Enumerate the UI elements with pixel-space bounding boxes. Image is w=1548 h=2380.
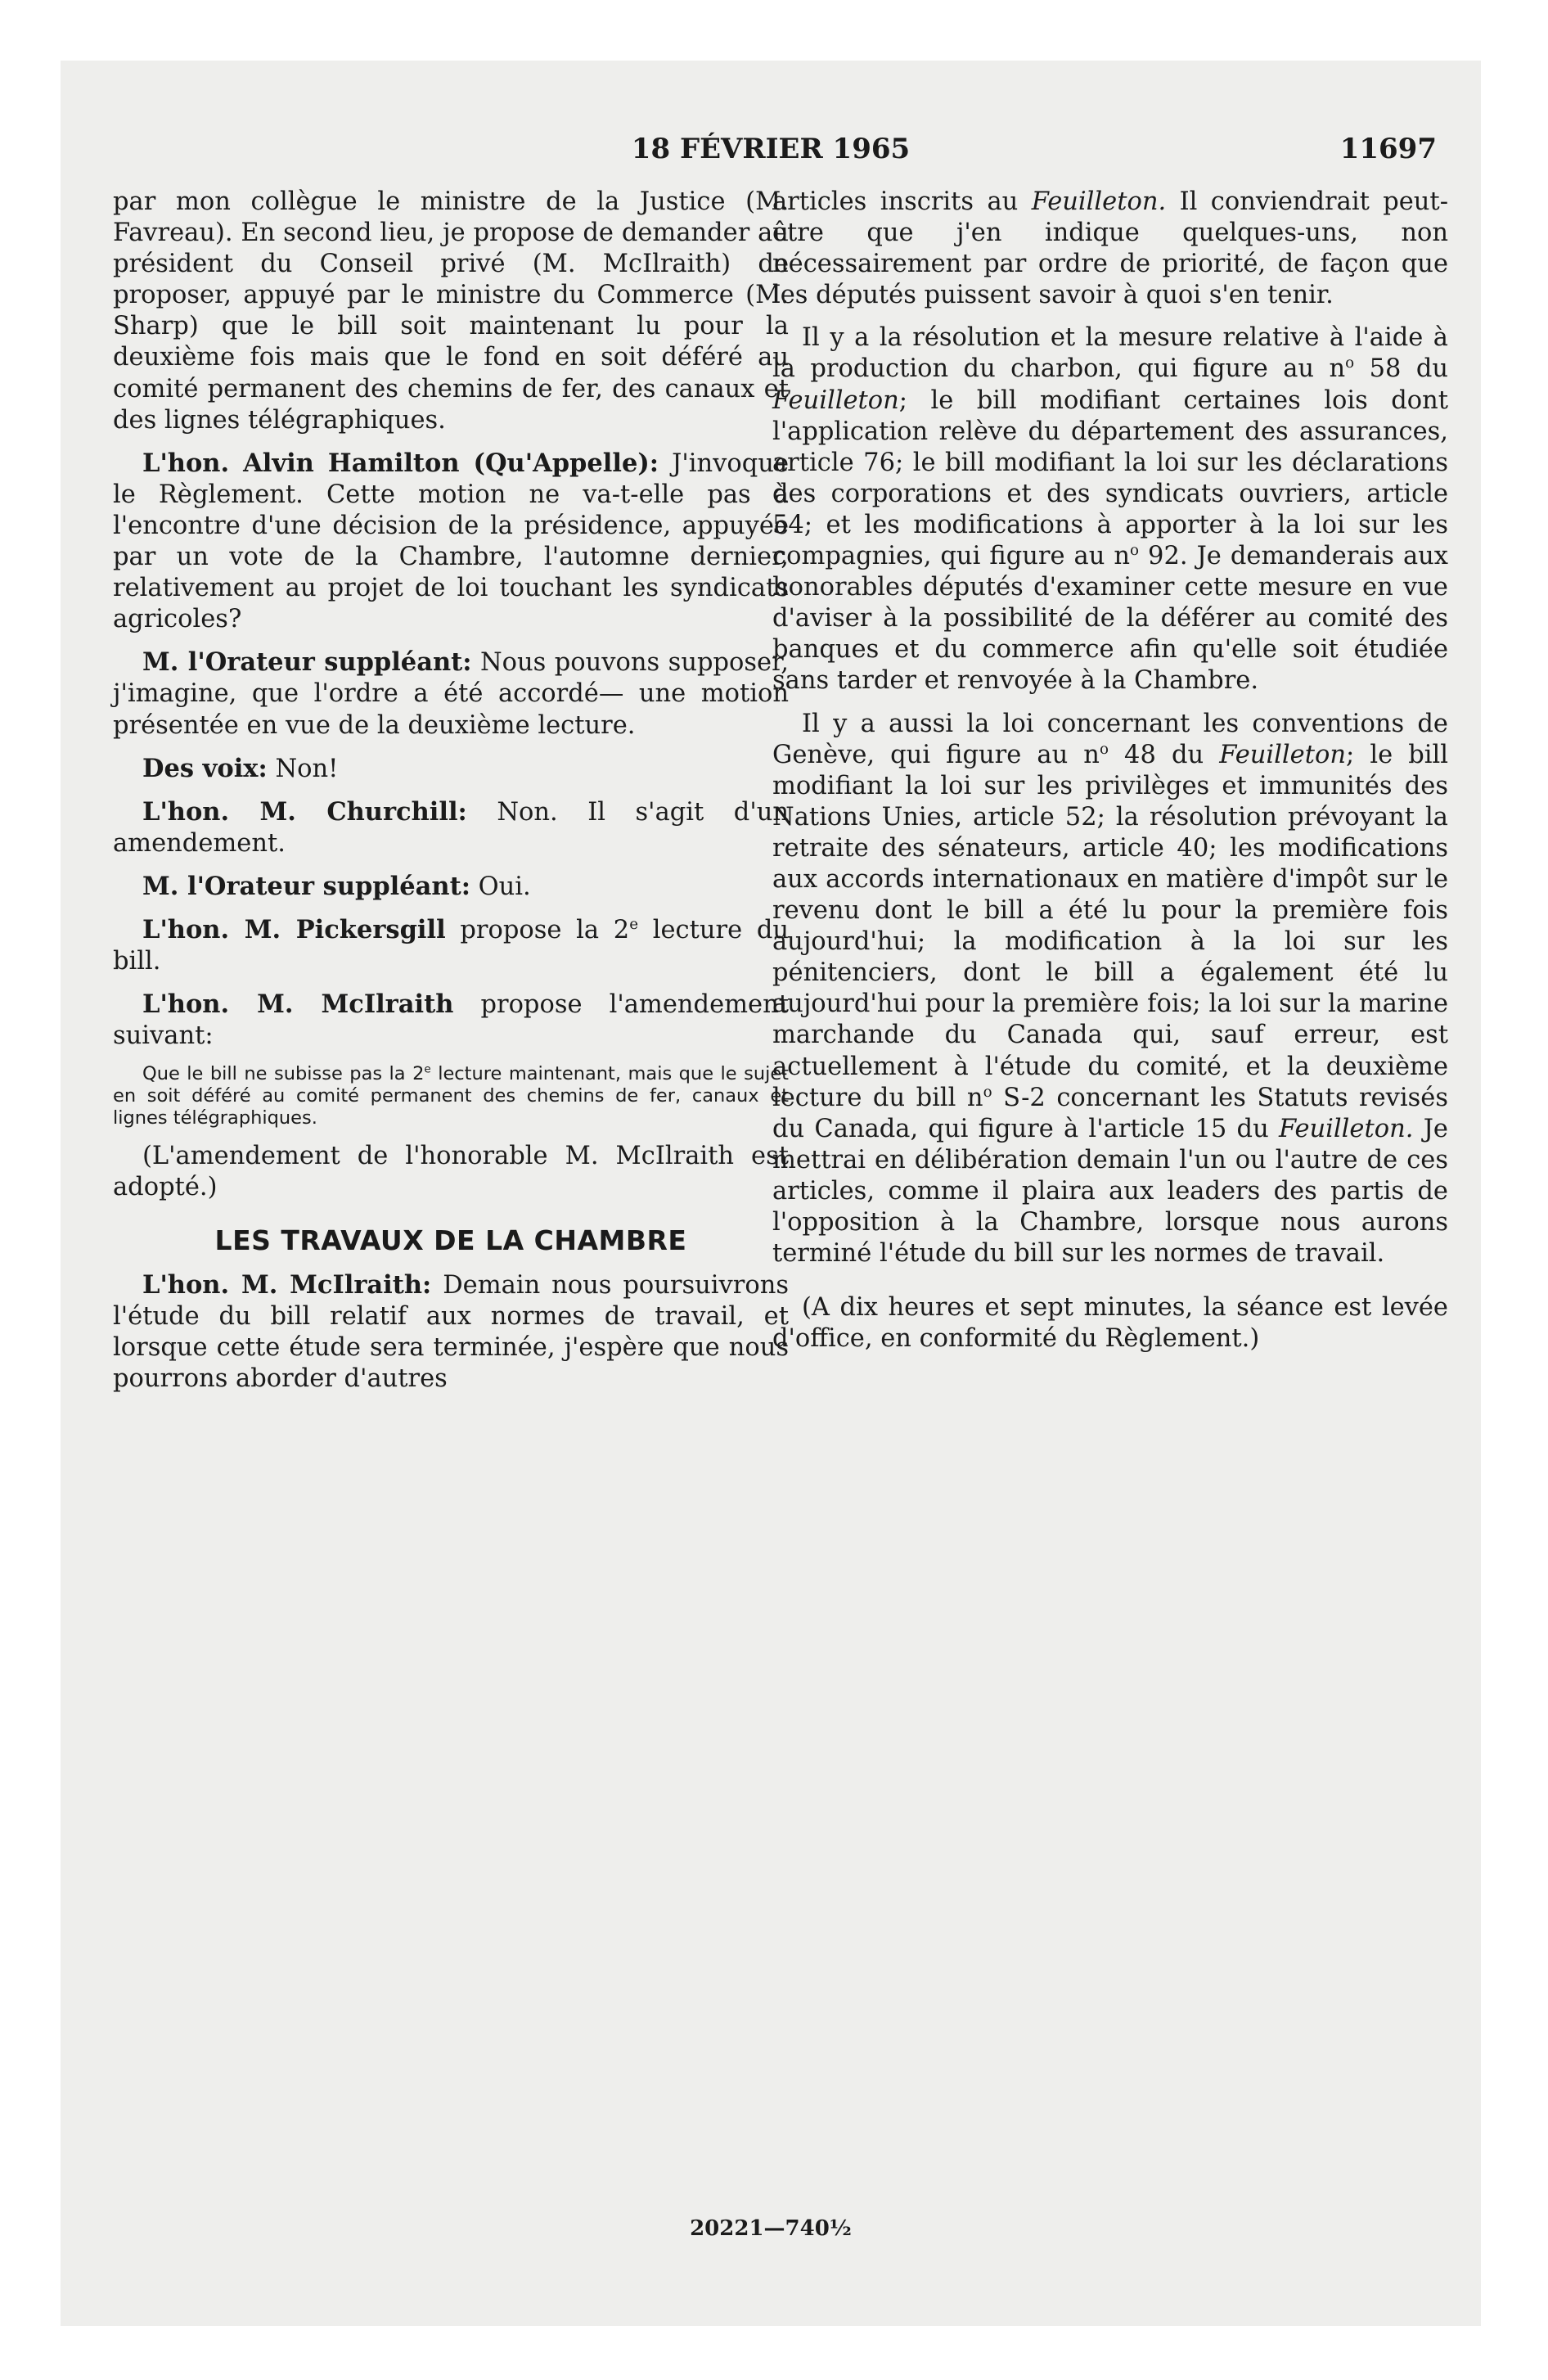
page-header (61, 133, 1481, 174)
text-run: Il y a aussi la loi concernant les conventions de Genève, qui figure au n (772, 709, 1448, 769)
speaker-paragraph (113, 1269, 789, 1395)
hansard-page (61, 61, 1481, 2326)
text-run: ; le bill modifiant la loi sur les privilèges et immunités des Nations Unies, article 52; la résolution prévoyant la retraite des sénateurs, article 40; les modifications aux accords internationaux en matière d'impôt sur le revenu dont le bill a été lu pour la première fois aujourd'hui; la modification à la loi sur les pénitenciers, dont le bill a également été lu aujourd'hui pour la première fois; la loi sur la marine marchande du Canada qui, sauf erreur, est actuellement à l'étude du comité, et la deuxième lecture du bill n (772, 740, 1448, 1112)
speech-text: J'invoque le Règlement. Cette motion ne va-t-elle pas à l'encontre d'une décision de la présidence, appuyée par un vote de la Chambre, l'automne dernier, relativement au projet de loi touchant les syndicats agricoles? (113, 449, 789, 634)
superscript: o (983, 1083, 992, 1101)
page-number: 11697 (1339, 133, 1437, 165)
speaker-name: L'hon. M. Pickersgill (142, 914, 446, 944)
speaker-name: L'hon. M. Churchill: (142, 796, 467, 827)
text-run: S-2 concernant les Statuts revisés du Canada, qui figure à l'article 15 du (772, 1083, 1448, 1143)
superscript: o (1130, 541, 1140, 559)
superscript: o (1099, 740, 1109, 758)
speech-text: propose la 2 (445, 915, 630, 944)
paragraph (772, 322, 1448, 696)
speaker-paragraph (113, 753, 789, 785)
speaker-name: M. l'Orateur suppléant: (142, 871, 470, 901)
speaker-paragraph (113, 914, 789, 977)
speech-text: Non. Il s'agit d'un amendement. (113, 797, 789, 858)
speech-text: Non! (267, 754, 339, 783)
header-date: 18 FÉVRIER 1965 (631, 133, 911, 165)
paragraph: (L'amendement de l'honorable M. McIlraith est adopté.) (113, 1142, 789, 1202)
speaker-name: L'hon. M. McIlraith: (142, 1269, 432, 1300)
speaker-name: Des voix: (142, 753, 268, 783)
superscript: o (1345, 354, 1355, 372)
speaker-paragraph (113, 448, 789, 636)
text-run: articles inscrits au (772, 187, 1032, 216)
speech-text: Oui. (470, 872, 531, 901)
speech-text: propose l'amendement suivant: (113, 990, 789, 1051)
speaker-paragraph (113, 871, 789, 903)
speaker-name: L'hon. Alvin Hamilton (Qu'Appelle): (142, 448, 659, 478)
quote-text: lecture maintenant, mais que le sujet en soit déféré au comité permanent des chemins de fer, canaux et lignes télégraphiques. (113, 1063, 790, 1129)
paragraph: par mon collègue le ministre de la Justice (M. Favreau). En second lieu, je propose de demander au président du Conseil privé (M. McIlraith) de proposer, appuyé par le ministre du Commerce (M. Sharp) que le bill soit maintenant lu pour la deuxième fois mais que le fond en soit déféré au comité permanent des chemins de fer, des canaux et des lignes télégraphiques. (113, 187, 789, 435)
paragraph (772, 709, 1448, 1270)
speaker-paragraph (113, 647, 789, 741)
speaker-name: M. l'Orateur suppléant: (142, 647, 472, 678)
italic-text: Feuilleton (1219, 740, 1346, 769)
text-run: 48 du (1108, 740, 1220, 769)
speech-text: Nous pouvons supposer, j'imagine, que l'ordre a été accordé— une motion présentée en vue de la deuxième lecture. (113, 648, 789, 740)
italic-text: Feuilleton. (1278, 1114, 1414, 1143)
text-run: Je mettrai en délibération demain l'un ou l'autre de ces articles, comme il plaira aux leaders des partis de l'opposition à la Chambre, lorsque nous aurons terminé l'étude du bill sur les normes de travail. (772, 1114, 1448, 1269)
amendment-quote (113, 1063, 789, 1129)
paragraph: (A dix heures et sept minutes, la séance est levée d'office, en conformité du Règlement.) (772, 1293, 1448, 1354)
paragraph (772, 187, 1448, 311)
superscript: e (424, 1062, 431, 1076)
text-run: ; le bill modifiant certaines lois dont l'application relève du département des assurances, article 76; le bill modifiant la loi sur les déclarations des corporations et des syndicats ouvriers, article 54; et les modifications à apporter à la loi sur les compagnies, qui figure au n (772, 385, 1448, 571)
italic-text: Feuilleton. (1031, 187, 1167, 216)
section-title: LES TRAVAUX DE LA CHAMBRE (214, 1224, 687, 1256)
speech-text: lecture du bill. (113, 915, 789, 976)
text-run: Il conviendrait peut-être que j'en indique quelques-uns, non nécessairement par ordre de priorité, de façon que les députés puissent savoir à quoi s'en tenir. (772, 187, 1448, 310)
speaker-name: L'hon. M. McIlraith (142, 989, 454, 1020)
speaker-paragraph (113, 796, 789, 859)
text-run: Il y a la résolution et la mesure relative à l'aide à la production du charbon, qui figure au n (772, 323, 1448, 384)
text-run: 92. Je demanderais aux honorables députés d'examiner cette mesure en vue d'aviser à la possibilité de la déférer au comité des banques et du commerce afin qu'elle soit étudiée sans tarder et renvoyée à la Chambre. (772, 542, 1448, 696)
quote-text: Que le bill ne subisse pas la 2 (142, 1063, 425, 1085)
superscript: e (629, 915, 639, 933)
speech-text: Demain nous poursuivrons l'étude du bill relatif aux normes de travail, et lorsque cette étude sera terminée, j'espère que nous pourrons aborder d'autres (113, 1270, 789, 1393)
left-column (113, 187, 789, 1406)
text-run: 58 du (1354, 354, 1449, 384)
speaker-paragraph (113, 989, 789, 1052)
italic-text: Feuilleton (772, 385, 899, 415)
printer-code: 20221—740½ (690, 2216, 852, 2241)
right-column (772, 187, 1448, 1366)
